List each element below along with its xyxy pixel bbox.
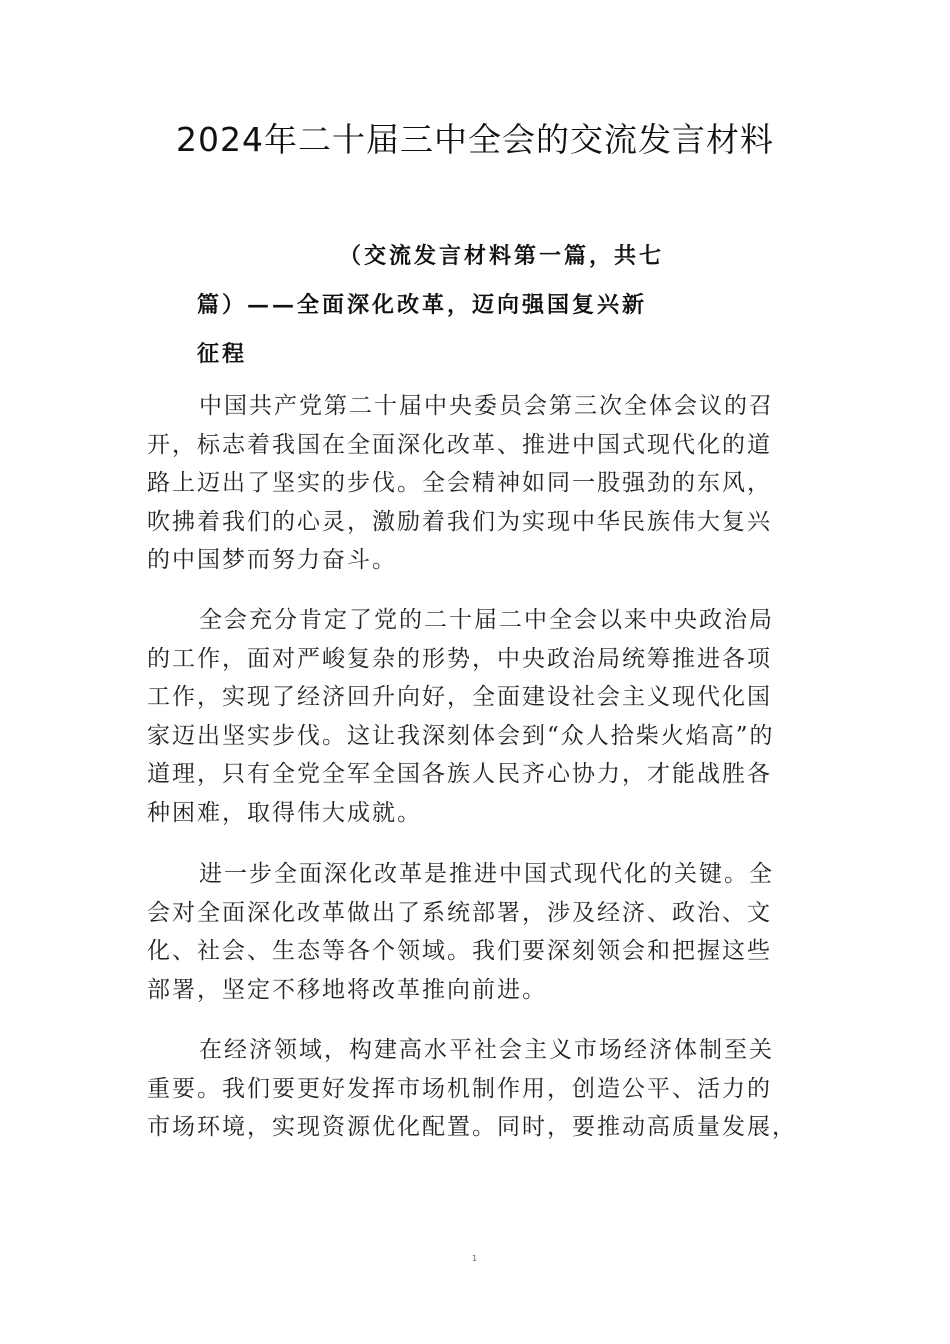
- paragraph-line: 化、社会、生态等各个领域。我们要深刻领会和把握这些: [147, 938, 772, 964]
- paragraph-line: 中国共产党第二十届中央委员会第三次全体会议的召: [199, 393, 774, 419]
- paragraph-line: 的工作，面对严峻复杂的形势，中央政治局统筹推进各项: [147, 645, 772, 672]
- paragraph-line: 工作，实现了经济回升向好，全面建设社会主义现代化国: [147, 684, 772, 710]
- document-title: 2024年二十届三中全会的交流发言材料: [176, 120, 774, 159]
- subheading-line-1: （交流发言材料第一篇，共七: [339, 243, 665, 269]
- subheading-line-3: 征程: [197, 341, 248, 367]
- subheading-line-2: 篇）——全面深化改革，迈向强国复兴新: [197, 292, 648, 318]
- paragraph-1: [147, 387, 807, 580]
- paragraph-line: 进一步全面深化改革是推进中国式现代化的关键。全: [199, 861, 774, 887]
- paragraph-line: 种困难，取得伟大成就。: [147, 799, 422, 826]
- paragraph-line: 吹拂着我们的心灵，激励着我们为实现中华民族伟大复兴: [147, 508, 772, 535]
- paragraph-line: 家迈出坚实步伐。这让我深刻体会到“众人拾柴火焰高”的: [147, 722, 775, 749]
- paragraph-line: 在经济领域，构建高水平社会主义市场经济体制至关: [199, 1037, 774, 1063]
- paragraph-line: 开，标志着我国在全面深化改革、推进中国式现代化的道: [147, 431, 772, 458]
- paragraph-line: 路上迈出了坚实的步伐。全会精神如同一股强劲的东风，: [147, 470, 772, 496]
- paragraph-2: [147, 601, 807, 832]
- paragraph-line: 会对全面深化改革做出了系统部署，涉及经济、政治、文: [147, 899, 772, 926]
- paragraph-line: 市场环境，实现资源优化配置。同时，要推动高质量发展，: [147, 1114, 797, 1140]
- paragraph-4: [147, 1031, 807, 1147]
- paragraph-line: 的中国梦而努力奋斗。: [147, 547, 397, 573]
- paragraph-line: 道理，只有全党全军全国各族人民齐心协力，才能战胜各: [147, 761, 772, 787]
- page-number: 1: [472, 1254, 478, 1263]
- paragraph-line: 重要。我们要更好发挥市场机制作用，创造公平、活力的: [147, 1075, 772, 1102]
- paragraph-line: 全会充分肯定了党的二十届二中全会以来中央政治局: [199, 607, 774, 633]
- paragraph-3: [147, 855, 807, 1009]
- paragraph-line: 部署，坚定不移地将改革推向前进。: [147, 976, 547, 1003]
